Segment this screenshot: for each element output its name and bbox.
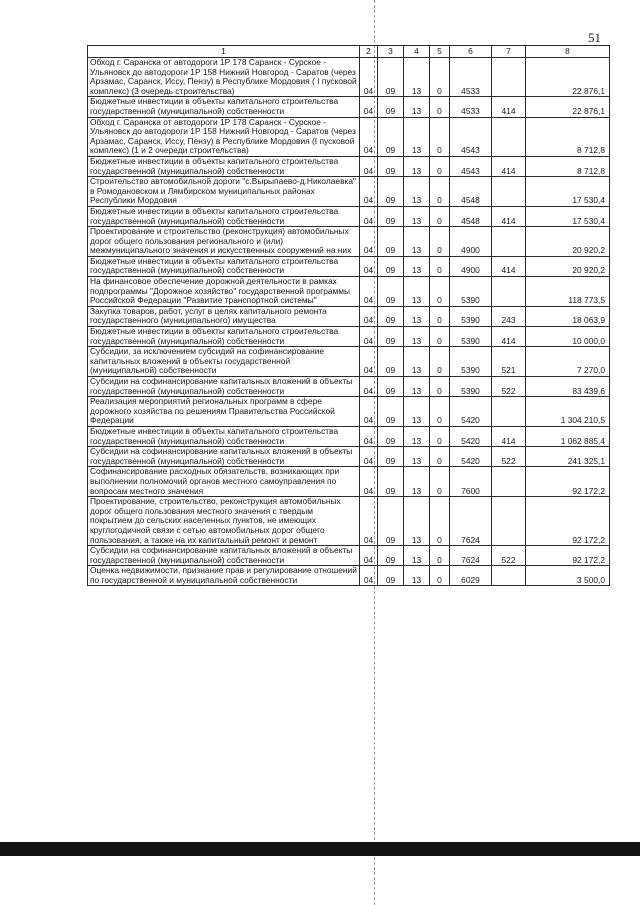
section-code-cell: 04 <box>360 58 378 97</box>
program-code-cell: 13 <box>404 117 430 156</box>
table-row <box>88 397 610 427</box>
expense-type-cell: 414 <box>492 206 526 226</box>
table-header-row <box>88 46 610 58</box>
budget-table <box>87 45 610 586</box>
target-code-cell: 4533 <box>450 97 492 117</box>
subsection-code-cell: 09 <box>378 206 404 226</box>
amount-cell: 83 439,6 <box>526 377 610 397</box>
item-name-cell: Субсидии на софинансирование капитальных вложений в объекты государственной (муниципальной) собственности <box>88 377 360 397</box>
subsection-code-cell: 09 <box>378 447 404 467</box>
amount-cell: 22 876,1 <box>526 58 610 97</box>
subsection-code-cell: 09 <box>378 546 404 566</box>
target-code-cell: 5390 <box>450 327 492 347</box>
expense-type-cell: 521 <box>492 347 526 377</box>
section-code-cell: 04 <box>360 467 378 497</box>
program-code-cell: 13 <box>404 206 430 226</box>
expense-type-cell <box>492 227 526 257</box>
header-cell: 8 <box>526 46 610 58</box>
subsection-code-cell: 09 <box>378 426 404 446</box>
item-name-cell: Закупка товаров, работ, услуг в целях капитального ремонта государственного (муниципального) имущества <box>88 306 360 326</box>
subprogram-code-cell: 0 <box>430 467 450 497</box>
item-name-cell: Субсидии на софинансирование капитальных вложений в объекты государственной (муниципальной) собственности <box>88 447 360 467</box>
section-code-cell: 04 <box>360 97 378 117</box>
target-code-cell: 4548 <box>450 177 492 207</box>
target-code-cell: 5420 <box>450 397 492 427</box>
expense-type-cell <box>492 117 526 156</box>
item-name-cell: Оценка недвижимости, признание прав и регулирование отношений по государственной и муниципальной собственности <box>88 566 360 586</box>
subprogram-code-cell: 0 <box>430 546 450 566</box>
amount-cell: 20 920,2 <box>526 256 610 276</box>
section-code-cell: 04 <box>360 426 378 446</box>
program-code-cell: 13 <box>404 306 430 326</box>
program-code-cell: 13 <box>404 426 430 446</box>
expense-type-cell: 414 <box>492 97 526 117</box>
header-cell: 7 <box>492 46 526 58</box>
header-cell: 3 <box>378 46 404 58</box>
header-cell: 6 <box>450 46 492 58</box>
amount-cell: 1 304 210,5 <box>526 397 610 427</box>
table-row <box>88 327 610 347</box>
section-code-cell: 04 <box>360 206 378 226</box>
amount-cell: 92 172,2 <box>526 546 610 566</box>
target-code-cell: 6029 <box>450 566 492 586</box>
section-code-cell: 04 <box>360 227 378 257</box>
target-code-cell: 4548 <box>450 206 492 226</box>
amount-cell: 7 270,0 <box>526 347 610 377</box>
item-name-cell: Реализация мероприятий региональных программ в сфере дорожного хозяйства по решениям Правительства Российской Федерации <box>88 397 360 427</box>
table-row <box>88 227 610 257</box>
item-name-cell: Бюджетные инвестиции в объекты капитального строительства государственной (муниципальной) собственности <box>88 327 360 347</box>
amount-cell: 17 530,4 <box>526 177 610 207</box>
section-code-cell: 04 <box>360 117 378 156</box>
item-name-cell: Субсидии на софинансирование капитальных вложений в объекты государственной (муниципальной) собственности <box>88 546 360 566</box>
program-code-cell: 13 <box>404 566 430 586</box>
subprogram-code-cell: 0 <box>430 347 450 377</box>
target-code-cell: 5420 <box>450 426 492 446</box>
item-name-cell: Бюджетные инвестиции в объекты капитального строительства государственной (муниципальной) собственности <box>88 97 360 117</box>
item-name-cell: Софинансирование расходных обязательств, возникающих при выполнении полномочий органов местного самоуправления по вопросам местного значения <box>88 467 360 497</box>
table-row <box>88 347 610 377</box>
subsection-code-cell: 09 <box>378 117 404 156</box>
section-code-cell: 04 <box>360 177 378 207</box>
section-code-cell: 04 <box>360 327 378 347</box>
expense-type-cell: 522 <box>492 546 526 566</box>
section-code-cell: 04 <box>360 397 378 427</box>
table-row <box>88 156 610 176</box>
program-code-cell: 13 <box>404 467 430 497</box>
target-code-cell: 5390 <box>450 306 492 326</box>
section-code-cell: 04 <box>360 347 378 377</box>
amount-cell: 18 063,9 <box>526 306 610 326</box>
subprogram-code-cell: 0 <box>430 227 450 257</box>
subsection-code-cell: 09 <box>378 177 404 207</box>
subsection-code-cell: 09 <box>378 256 404 276</box>
section-code-cell: 04 <box>360 497 378 546</box>
subsection-code-cell: 09 <box>378 377 404 397</box>
table-row <box>88 256 610 276</box>
expense-type-cell: 414 <box>492 426 526 446</box>
scan-edge-bar <box>0 842 640 856</box>
subprogram-code-cell: 0 <box>430 156 450 176</box>
table-row <box>88 426 610 446</box>
amount-cell: 10 000,0 <box>526 327 610 347</box>
subprogram-code-cell: 0 <box>430 206 450 226</box>
table-row <box>88 447 610 467</box>
table-body <box>88 58 610 586</box>
target-code-cell: 4900 <box>450 256 492 276</box>
program-code-cell: 13 <box>404 546 430 566</box>
table-row <box>88 377 610 397</box>
expense-type-cell <box>492 177 526 207</box>
expense-type-cell: 522 <box>492 377 526 397</box>
amount-cell: 8 712,8 <box>526 156 610 176</box>
amount-cell: 3 500,0 <box>526 566 610 586</box>
table-row <box>88 177 610 207</box>
program-code-cell: 13 <box>404 256 430 276</box>
section-code-cell: 04 <box>360 256 378 276</box>
subsection-code-cell: 09 <box>378 467 404 497</box>
target-code-cell: 4533 <box>450 58 492 97</box>
expense-type-cell: 522 <box>492 447 526 467</box>
subsection-code-cell: 09 <box>378 397 404 427</box>
header-cell: 5 <box>430 46 450 58</box>
target-code-cell: 4900 <box>450 227 492 257</box>
program-code-cell: 13 <box>404 377 430 397</box>
subsection-code-cell: 09 <box>378 566 404 586</box>
target-code-cell: 5390 <box>450 277 492 307</box>
expense-type-cell: 414 <box>492 327 526 347</box>
program-code-cell: 13 <box>404 58 430 97</box>
program-code-cell: 13 <box>404 277 430 307</box>
subprogram-code-cell: 0 <box>430 256 450 276</box>
table-row <box>88 306 610 326</box>
subprogram-code-cell: 0 <box>430 377 450 397</box>
item-name-cell: Бюджетные инвестиции в объекты капитального строительства государственной (муниципальной) собственности <box>88 206 360 226</box>
amount-cell: 8 712,8 <box>526 117 610 156</box>
subprogram-code-cell: 0 <box>430 58 450 97</box>
header-cell: 1 <box>88 46 360 58</box>
target-code-cell: 4543 <box>450 156 492 176</box>
expense-type-cell <box>492 58 526 97</box>
subsection-code-cell: 09 <box>378 58 404 97</box>
expense-type-cell <box>492 277 526 307</box>
subsection-code-cell: 09 <box>378 97 404 117</box>
subprogram-code-cell: 0 <box>430 306 450 326</box>
subprogram-code-cell: 0 <box>430 117 450 156</box>
target-code-cell: 4543 <box>450 117 492 156</box>
target-code-cell: 5390 <box>450 377 492 397</box>
subprogram-code-cell: 0 <box>430 497 450 546</box>
section-code-cell: 04 <box>360 566 378 586</box>
subprogram-code-cell: 0 <box>430 397 450 427</box>
subprogram-code-cell: 0 <box>430 447 450 467</box>
amount-cell: 22 876,1 <box>526 97 610 117</box>
target-code-cell: 5420 <box>450 447 492 467</box>
program-code-cell: 13 <box>404 447 430 467</box>
amount-cell: 92 172,2 <box>526 497 610 546</box>
subsection-code-cell: 09 <box>378 347 404 377</box>
section-code-cell: 04 <box>360 306 378 326</box>
item-name-cell: Строительство автомобильной дороги "с.Вырыпаево-д.Николаевка" в Ромодановском и Лямбирском муниципальных районах Республики Мордовия <box>88 177 360 207</box>
subsection-code-cell: 09 <box>378 327 404 347</box>
table-row <box>88 566 610 586</box>
program-code-cell: 13 <box>404 156 430 176</box>
program-code-cell: 13 <box>404 397 430 427</box>
section-code-cell: 04 <box>360 156 378 176</box>
subsection-code-cell: 09 <box>378 156 404 176</box>
table-row <box>88 97 610 117</box>
program-code-cell: 13 <box>404 327 430 347</box>
amount-cell: 118 773,5 <box>526 277 610 307</box>
amount-cell: 1 062 885,4 <box>526 426 610 446</box>
table-row <box>88 497 610 546</box>
program-code-cell: 13 <box>404 227 430 257</box>
expense-type-cell <box>492 467 526 497</box>
subprogram-code-cell: 0 <box>430 97 450 117</box>
target-code-cell: 7600 <box>450 467 492 497</box>
item-name-cell: Бюджетные инвестиции в объекты капитального строительства государственной (муниципальной) собственности <box>88 156 360 176</box>
section-code-cell: 04 <box>360 277 378 307</box>
amount-cell: 92 172,2 <box>526 467 610 497</box>
page-number: 51 <box>588 30 601 45</box>
amount-cell: 241 325,1 <box>526 447 610 467</box>
subsection-code-cell: 09 <box>378 277 404 307</box>
item-name-cell: Проектирование и строительство (реконструкция) автомобильных дорог общего пользования регионального и (или) межмуниципального значения и искусственных сооружений на них <box>88 227 360 257</box>
table-row <box>88 467 610 497</box>
table-row <box>88 206 610 226</box>
section-code-cell: 04 <box>360 447 378 467</box>
table-row <box>88 117 610 156</box>
subsection-code-cell: 09 <box>378 227 404 257</box>
subsection-code-cell: 09 <box>378 306 404 326</box>
expense-type-cell <box>492 497 526 546</box>
table-row <box>88 277 610 307</box>
expense-type-cell: 414 <box>492 256 526 276</box>
section-code-cell: 04 <box>360 546 378 566</box>
program-code-cell: 13 <box>404 97 430 117</box>
item-name-cell: Бюджетные инвестиции в объекты капитального строительства государственной (муниципальной) собственности <box>88 426 360 446</box>
section-code-cell: 04 <box>360 377 378 397</box>
program-code-cell: 13 <box>404 347 430 377</box>
item-name-cell: Обход г. Саранска от автодороги 1Р 178 Саранск - Сурское - Ульяновск до автодороги 1Р 158 Нижний Новгород - Саратов (через Арзамас, Саранск, Иссу, Пензу) в Республике Мордовия (I пусковой комплекс) (1 и 2 очереди строительства) <box>88 117 360 156</box>
header-cell: 4 <box>404 46 430 58</box>
amount-cell: 17 530,4 <box>526 206 610 226</box>
subprogram-code-cell: 0 <box>430 327 450 347</box>
program-code-cell: 13 <box>404 497 430 546</box>
target-code-cell: 5390 <box>450 347 492 377</box>
item-name-cell: Бюджетные инвестиции в объекты капитального строительства государственной (муниципальной) собственности <box>88 256 360 276</box>
header-cell: 2 <box>360 46 378 58</box>
item-name-cell: На финансовое обеспечение дорожной деятельности в рамках подпрограммы "Дорожное хозяйство" государственной программы Российской Федерации "Развитие транспортной системы" <box>88 277 360 307</box>
table-row <box>88 546 610 566</box>
subprogram-code-cell: 0 <box>430 177 450 207</box>
amount-cell: 20 920,2 <box>526 227 610 257</box>
item-name-cell: Проектирование, строительство, реконструкция автомобильных дорог общего пользования местного значения с твердым покрытием до сельских населенных пунктов, не имеющих круглогодичной связи с сетью автомобильных дорог общего пользования, а также на их капитальный ремонт и ремонт <box>88 497 360 546</box>
expense-type-cell: 243 <box>492 306 526 326</box>
item-name-cell: Субсидии, за исключением субсидий на софинансирование капитальных вложений в объекты государственной (муниципальной) собственности <box>88 347 360 377</box>
expense-type-cell <box>492 566 526 586</box>
subprogram-code-cell: 0 <box>430 426 450 446</box>
subsection-code-cell: 09 <box>378 497 404 546</box>
expense-type-cell: 414 <box>492 156 526 176</box>
subprogram-code-cell: 0 <box>430 277 450 307</box>
table-row <box>88 58 610 97</box>
target-code-cell: 7624 <box>450 546 492 566</box>
expense-type-cell <box>492 397 526 427</box>
subprogram-code-cell: 0 <box>430 566 450 586</box>
target-code-cell: 7624 <box>450 497 492 546</box>
program-code-cell: 13 <box>404 177 430 207</box>
item-name-cell: Обход г. Саранска от автодороги 1Р 178 Саранск - Сурское - Ульяновск до автодороги 1Р 158 Нижний Новгород - Саратов (через Арзамас, Саранск, Иссу, Пензу) в Республике Мордовия ( I пусковой комплекс) (3 очередь строительства) <box>88 58 360 97</box>
